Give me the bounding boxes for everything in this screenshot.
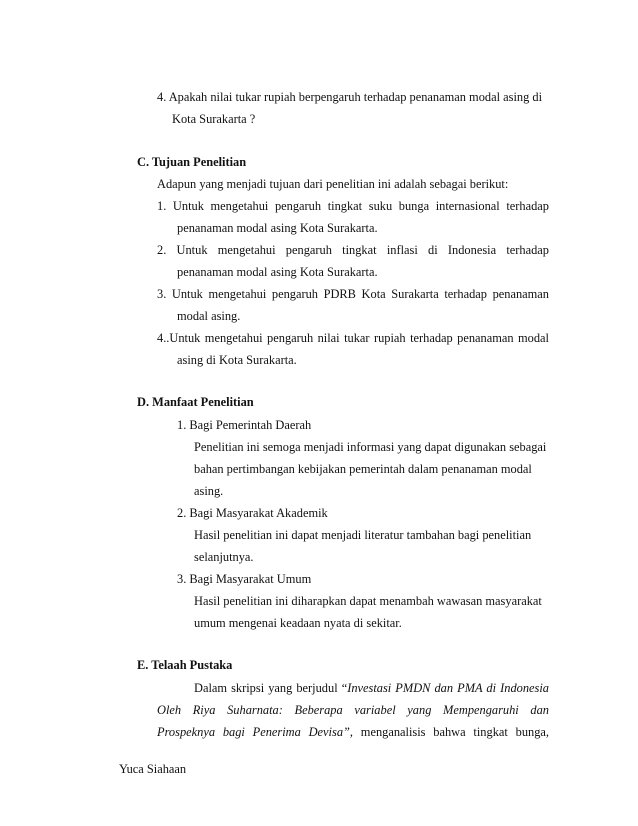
rumusan-item-4-line2: Kota Surakarta ?	[172, 112, 256, 126]
manfaat-item-1-line2: bahan pertimbangan kebijakan pemerintah dalam penanaman modal	[194, 462, 532, 476]
telaah-line3-rest: menganalisis bahwa tingkat bunga,	[353, 725, 550, 739]
manfaat-item-3-title: 3. Bagi Masyarakat Umum	[177, 572, 312, 586]
section-heading-tujuan: C. Tujuan Penelitian	[137, 155, 247, 169]
tujuan-intro: Adapun yang menjadi tujuan dari penelitian ini adalah sebagai berikut:	[157, 177, 509, 191]
tujuan-item-4-line1: 4..Untuk mengetahui pengaruh nilai tukar rupiah terhadap penanaman modal	[157, 331, 549, 345]
tujuan-item-1-line1: 1. Untuk mengetahui pengaruh tingkat suku bunga internasional terhadap	[157, 199, 549, 213]
rumusan-item-4-line1: 4. Apakah nilai tukar rupiah berpengaruh terhadap penanaman modal asing di	[157, 90, 543, 104]
telaah-line1-prefix: Dalam skripsi yang berjudul “	[194, 681, 348, 695]
tujuan-item-3-line1: 3. Untuk mengetahui pengaruh PDRB Kota Surakarta terhadap penanaman	[157, 287, 549, 301]
telaah-line3	[157, 725, 549, 740]
tujuan-item-2-line2: penanaman modal asing Kota Surakarta.	[177, 265, 378, 279]
tujuan-item-1-line2: penanaman modal asing Kota Surakarta.	[177, 221, 378, 235]
tujuan-item-2-line1: 2. Untuk mengetahui pengaruh tingkat inflasi di Indonesia terhadap	[157, 243, 549, 257]
telaah-line2-title: Oleh Riya Suharnata: Beberapa variabel yang Mempengaruhi dan	[157, 703, 549, 717]
telaah-line1-title: Investasi PMDN dan PMA di Indonesia	[347, 681, 549, 695]
manfaat-item-1-line1: Penelitian ini semoga menjadi informasi yang dapat digunakan sebagai	[194, 440, 547, 454]
manfaat-item-2-title: 2. Bagi Masyarakat Akademik	[177, 506, 328, 520]
manfaat-item-1-line3: asing.	[194, 484, 224, 498]
tujuan-item-3-line2: modal asing.	[177, 309, 241, 323]
telaah-line2	[157, 703, 549, 718]
manfaat-item-2-line2: selanjutnya.	[194, 550, 254, 564]
section-heading-telaah: E. Telaah Pustaka	[137, 658, 233, 672]
manfaat-item-1-title: 1. Bagi Pemerintah Daerah	[177, 418, 312, 432]
manfaat-item-3-line1: Hasil penelitian ini diharapkan dapat menambah wawasan masyarakat	[194, 594, 542, 608]
telaah-line3-title: Prospeknya bagi Penerima Devisa”,	[157, 725, 354, 739]
manfaat-item-3-line2: umum mengenai keadaan nyata di sekitar.	[194, 616, 402, 630]
section-heading-manfaat: D. Manfaat Penelitian	[137, 395, 254, 409]
manfaat-item-2-line1: Hasil penelitian ini dapat menjadi literatur tambahan bagi penelitian	[194, 528, 532, 542]
footer-author: Yuca Siahaan	[119, 762, 187, 776]
tujuan-item-4-line2: asing di Kota Surakarta.	[177, 353, 297, 367]
telaah-line1	[194, 681, 549, 696]
